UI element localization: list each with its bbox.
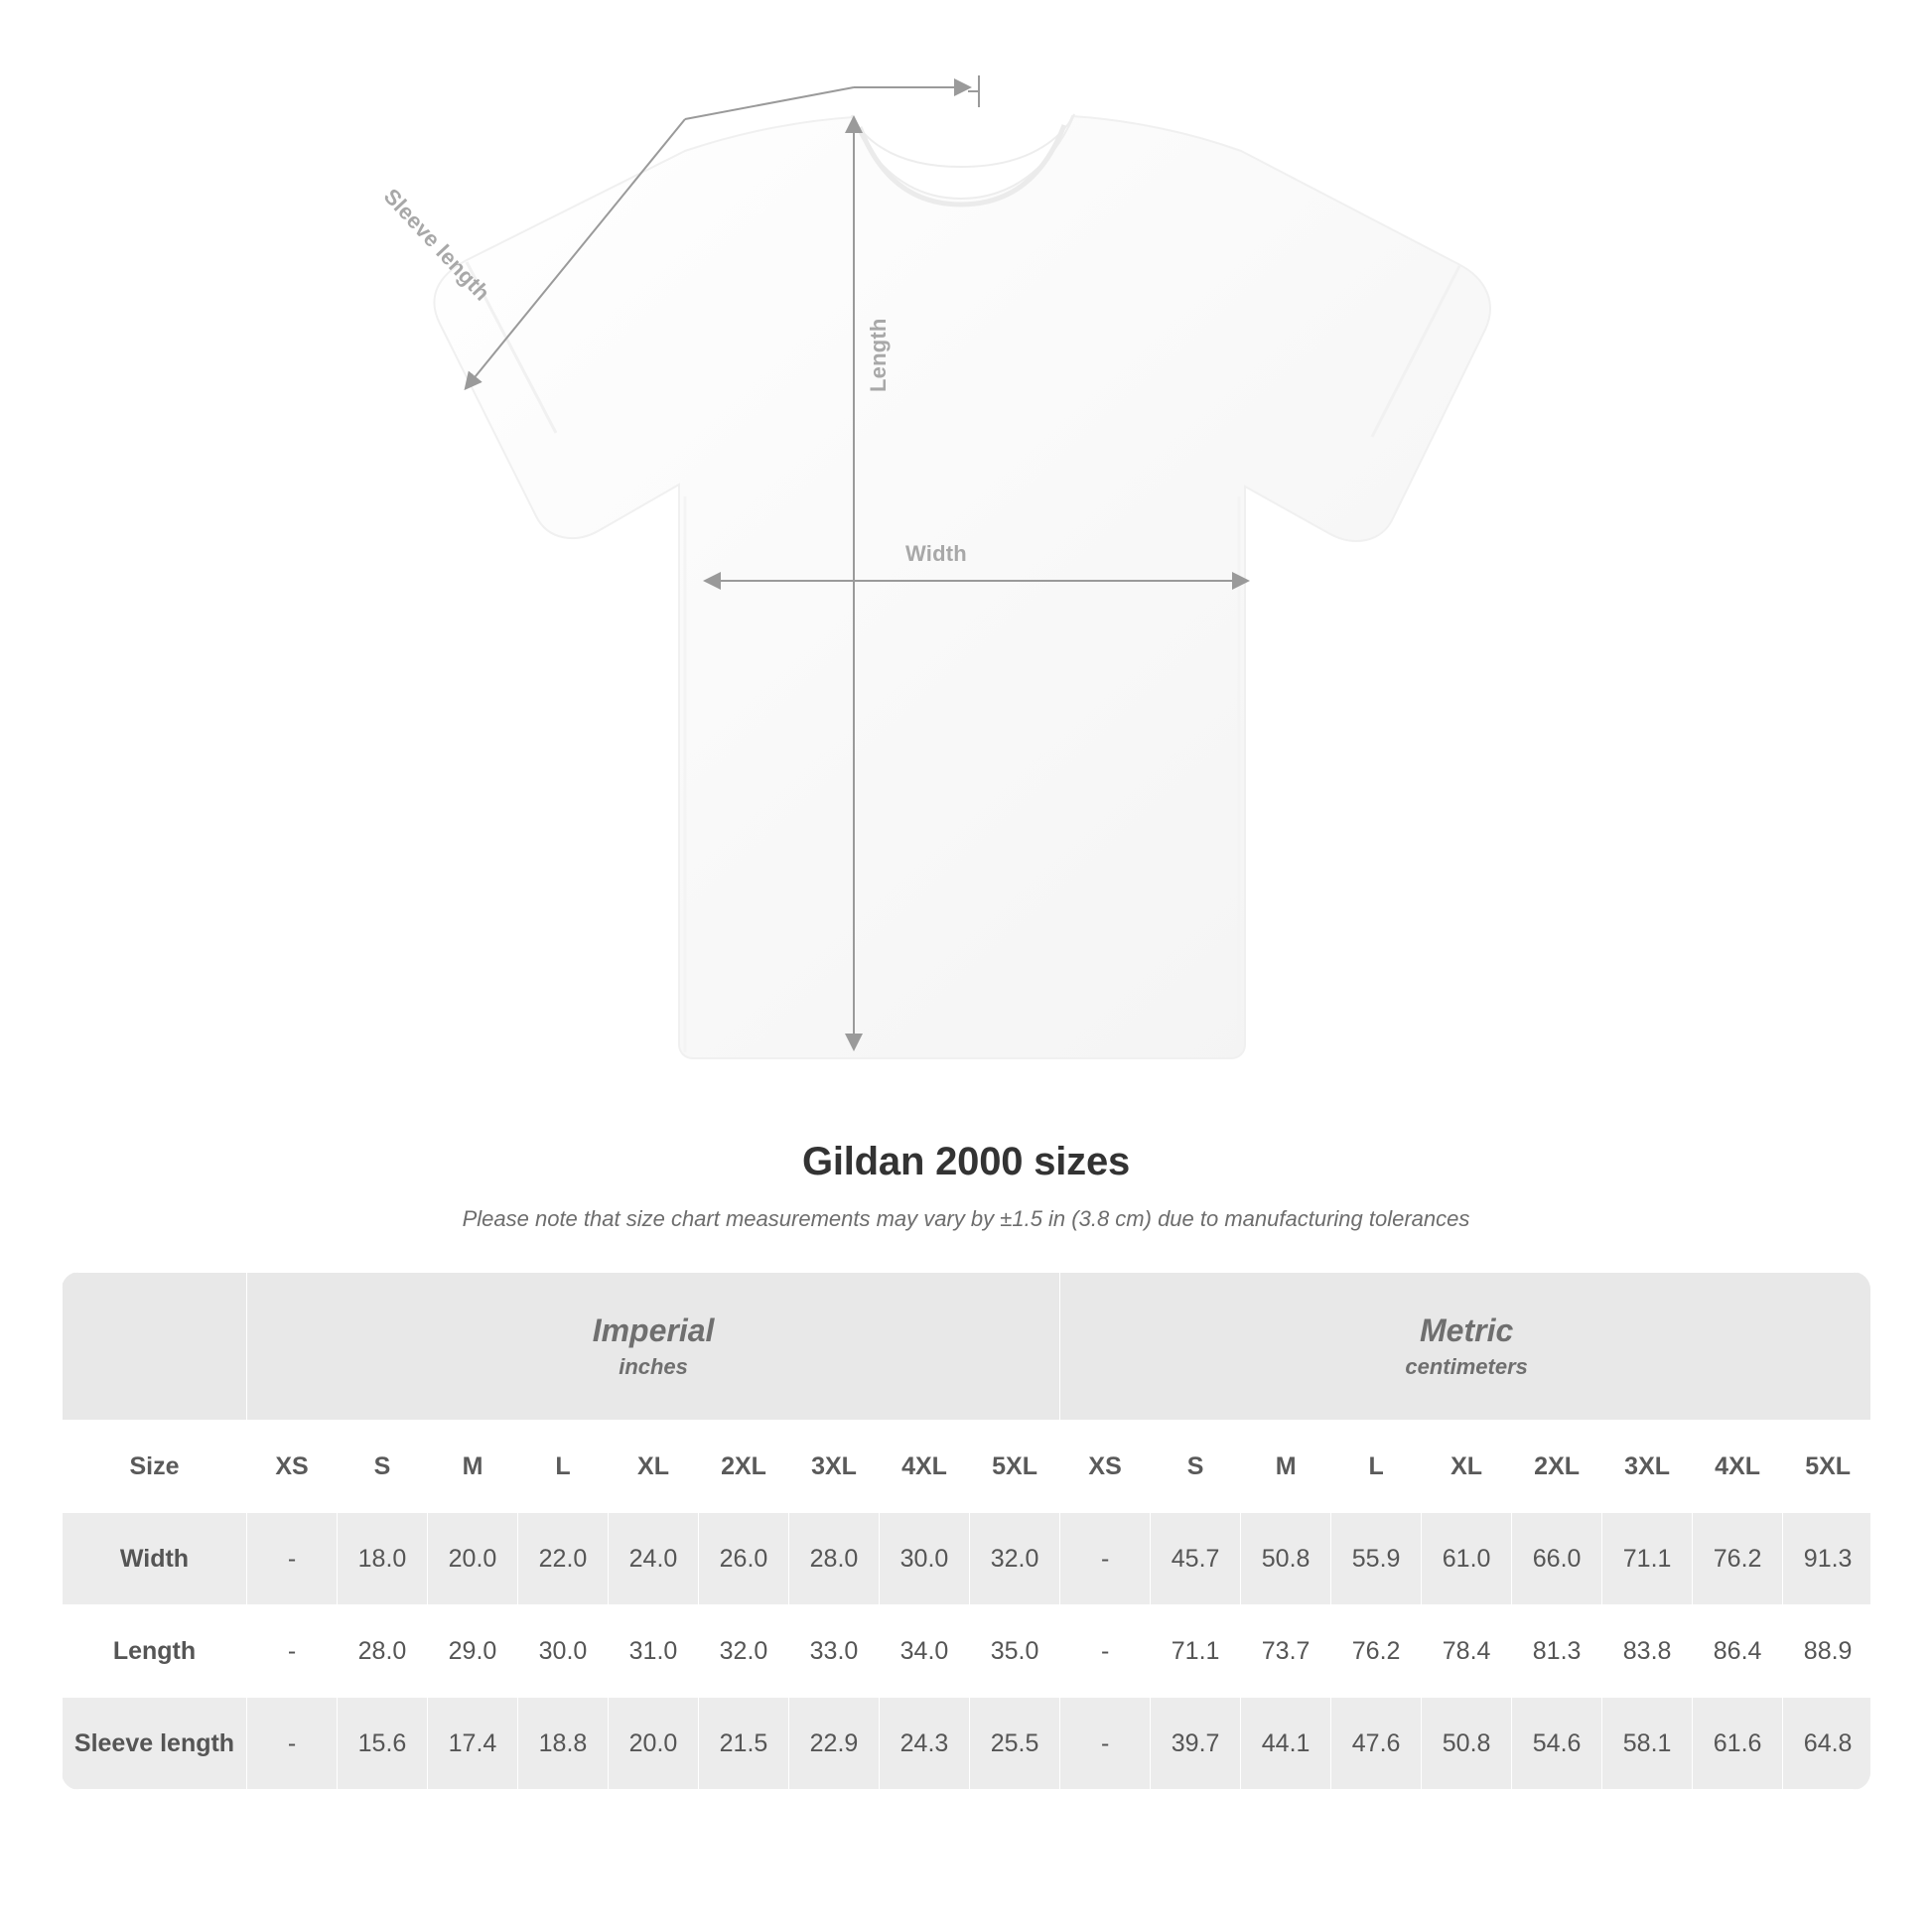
sleeve-imperial-xl: 20.0	[609, 1698, 699, 1790]
sleeve-metric-s: 39.7	[1151, 1698, 1241, 1790]
length-label: Length	[866, 318, 891, 392]
width-imperial-m: 20.0	[428, 1513, 518, 1605]
row-label-length: Length	[63, 1605, 247, 1698]
sleeve-imperial-5xl: 25.5	[970, 1698, 1060, 1790]
sleeve-metric-5xl: 64.8	[1783, 1698, 1870, 1790]
length-metric-xl: 78.4	[1422, 1605, 1512, 1698]
unit-header-metric	[1060, 1273, 1870, 1421]
sleeve-imperial-4xl: 24.3	[880, 1698, 970, 1790]
unit-sub-imperial: inches	[619, 1354, 688, 1380]
size-imperial-3xl: 3XL	[789, 1421, 880, 1513]
page-title: Gildan 2000 sizes	[801, 1140, 1131, 1183]
length-imperial-5xl: 35.0	[970, 1605, 1060, 1698]
sleeve-imperial-l: 18.8	[518, 1698, 609, 1790]
size-metric-s: S	[1151, 1421, 1241, 1513]
sleeve-length-label: Sleeve length	[378, 184, 495, 306]
size-imperial-xl: XL	[609, 1421, 699, 1513]
size-imperial-m: M	[428, 1421, 518, 1513]
length-metric-2xl: 81.3	[1512, 1605, 1602, 1698]
length-metric-xs: -	[1060, 1605, 1151, 1698]
sleeve-metric-xs: -	[1060, 1698, 1151, 1790]
unit-header-spacer	[63, 1273, 247, 1421]
size-imperial-4xl: 4XL	[880, 1421, 970, 1513]
unit-system-metric: Metric	[1420, 1311, 1514, 1348]
title-block	[0, 1140, 1932, 1232]
length-imperial-2xl: 32.0	[699, 1605, 789, 1698]
width-metric-m: 50.8	[1241, 1513, 1331, 1605]
size-imperial-l: L	[518, 1421, 609, 1513]
length-metric-m: 73.7	[1241, 1605, 1331, 1698]
sleeve-imperial-3xl: 22.9	[789, 1698, 880, 1790]
sleeve-metric-2xl: 54.6	[1512, 1698, 1602, 1790]
sleeve-imperial-xs: -	[247, 1698, 338, 1790]
row-label-width: Width	[63, 1513, 247, 1605]
size-metric-xl: XL	[1422, 1421, 1512, 1513]
length-imperial-xl: 31.0	[609, 1605, 699, 1698]
length-metric-l: 76.2	[1331, 1605, 1422, 1698]
sleeve-imperial-2xl: 21.5	[699, 1698, 789, 1790]
size-metric-l: L	[1331, 1421, 1422, 1513]
width-label: Width	[905, 541, 967, 566]
length-metric-4xl: 86.4	[1693, 1605, 1783, 1698]
width-imperial-5xl: 32.0	[970, 1513, 1060, 1605]
size-table-wrapper	[62, 1272, 1870, 1790]
tolerance-note: Please note that size chart measurements may vary by ±1.5 in (3.8 cm) due to manufacturing tolerances	[462, 1206, 1470, 1231]
table-row	[63, 1513, 1871, 1605]
width-imperial-s: 18.0	[338, 1513, 428, 1605]
width-metric-xs: -	[1060, 1513, 1151, 1605]
length-imperial-m: 29.0	[428, 1605, 518, 1698]
size-header-row	[63, 1421, 1871, 1513]
sleeve-imperial-s: 15.6	[338, 1698, 428, 1790]
unit-sub-metric: centimeters	[1405, 1354, 1528, 1380]
width-metric-s: 45.7	[1151, 1513, 1241, 1605]
width-metric-5xl: 91.3	[1783, 1513, 1870, 1605]
sleeve-metric-l: 47.6	[1331, 1698, 1422, 1790]
size-imperial-5xl: 5XL	[970, 1421, 1060, 1513]
unit-header-imperial	[247, 1273, 1060, 1421]
length-imperial-3xl: 33.0	[789, 1605, 880, 1698]
size-metric-2xl: 2XL	[1512, 1421, 1602, 1513]
sleeve-metric-4xl: 61.6	[1693, 1698, 1783, 1790]
sleeve-metric-xl: 50.8	[1422, 1698, 1512, 1790]
size-metric-5xl: 5XL	[1783, 1421, 1870, 1513]
width-imperial-xl: 24.0	[609, 1513, 699, 1605]
width-imperial-3xl: 28.0	[789, 1513, 880, 1605]
length-imperial-xs: -	[247, 1605, 338, 1698]
width-imperial-l: 22.0	[518, 1513, 609, 1605]
sleeve-metric-m: 44.1	[1241, 1698, 1331, 1790]
length-imperial-l: 30.0	[518, 1605, 609, 1698]
length-metric-s: 71.1	[1151, 1605, 1241, 1698]
width-metric-l: 55.9	[1331, 1513, 1422, 1605]
unit-header-row	[63, 1273, 1871, 1421]
row-label-sleeve-length: Sleeve length	[63, 1698, 247, 1790]
size-metric-m: M	[1241, 1421, 1331, 1513]
table-row	[63, 1698, 1871, 1790]
unit-system-imperial: Imperial	[592, 1311, 715, 1348]
length-imperial-4xl: 34.0	[880, 1605, 970, 1698]
size-metric-4xl: 4XL	[1693, 1421, 1783, 1513]
size-metric-xs: XS	[1060, 1421, 1151, 1513]
width-metric-2xl: 66.0	[1512, 1513, 1602, 1605]
shirt-shape	[434, 114, 1490, 1058]
width-imperial-2xl: 26.0	[699, 1513, 789, 1605]
size-imperial-s: S	[338, 1421, 428, 1513]
size-header-label: Size	[63, 1421, 247, 1513]
width-metric-xl: 61.0	[1422, 1513, 1512, 1605]
size-imperial-xs: XS	[247, 1421, 338, 1513]
size-table	[62, 1272, 1870, 1790]
width-imperial-4xl: 30.0	[880, 1513, 970, 1605]
width-metric-4xl: 76.2	[1693, 1513, 1783, 1605]
length-metric-3xl: 83.8	[1602, 1605, 1693, 1698]
size-imperial-2xl: 2XL	[699, 1421, 789, 1513]
width-imperial-xs: -	[247, 1513, 338, 1605]
sleeve-metric-3xl: 58.1	[1602, 1698, 1693, 1790]
size-metric-3xl: 3XL	[1602, 1421, 1693, 1513]
length-metric-5xl: 88.9	[1783, 1605, 1870, 1698]
table-row	[63, 1605, 1871, 1698]
width-metric-3xl: 71.1	[1602, 1513, 1693, 1605]
sleeve-imperial-m: 17.4	[428, 1698, 518, 1790]
length-imperial-s: 28.0	[338, 1605, 428, 1698]
